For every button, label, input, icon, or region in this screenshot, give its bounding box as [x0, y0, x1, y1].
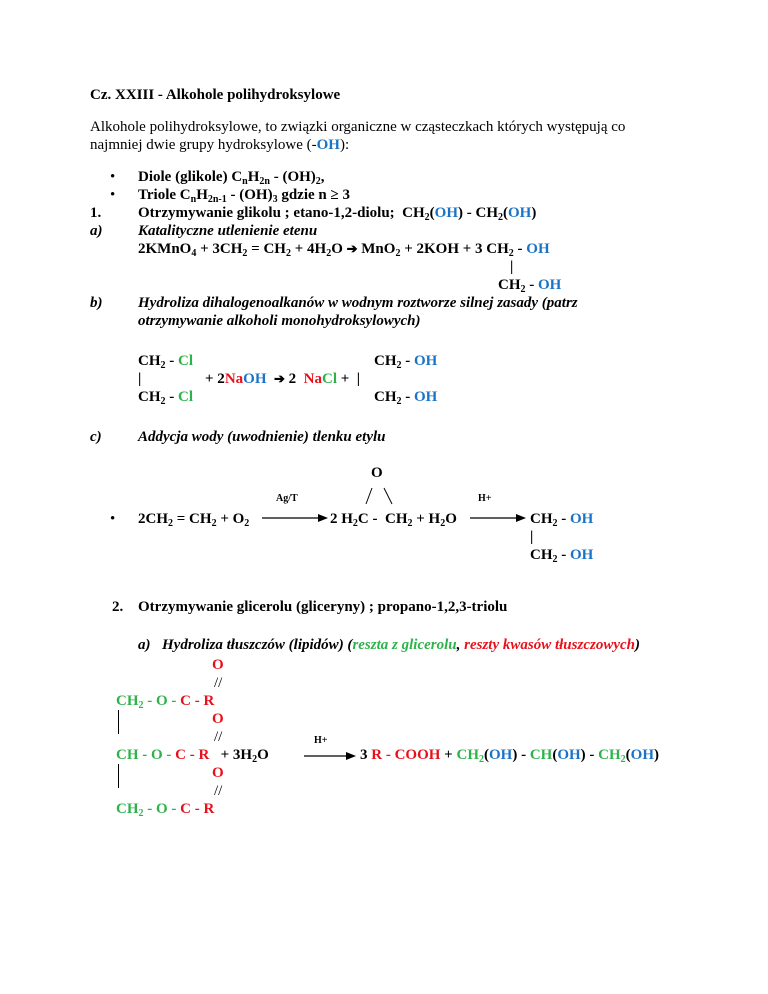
double-bond: // — [214, 783, 223, 799]
section2-heading: Otrzymywanie glicerolu (gliceryny) ; propano-1,2,3-triolu — [138, 599, 508, 615]
triglyceride-bond — [118, 710, 119, 734]
bullet-triole: Triole $C_nH_{2n-1} - (OH)_3$ gdzie n ≥ 3 — [138, 187, 350, 205]
triglyceride-bond — [118, 764, 119, 788]
intro-line-1: Alkohole polihydroksylowe, to związki organiczne w cząsteczkach których występują co — [90, 119, 626, 135]
bullet-dot: • — [110, 187, 116, 203]
equation-ethene-oxidation: $2CH_2 = CH_2 + O_2$ — [138, 511, 250, 529]
arrow-right-icon — [262, 512, 328, 524]
product-ch2oh: $CH_2$ - OH — [530, 511, 594, 529]
bond-line: | — [510, 259, 514, 275]
double-bond: // — [214, 729, 223, 745]
bullet-diole: Diole (glikole) $C_nH_{2n} - (OH)_2$, — [138, 169, 325, 187]
catalyst-h-plus: H+ — [314, 735, 328, 746]
equation-glycerol-products: 3 R - COOH + $CH_2(OH) - CH(OH) - CH_2(OH)$ — [360, 747, 660, 765]
arrow-right-icon — [304, 750, 356, 762]
product-ch2oh: $CH_2$ - OH — [498, 277, 562, 295]
page-title: Cz. XXIII - Alkohole polihydroksylowe — [90, 87, 341, 103]
equation-epoxide: 2 $H_2C - CH_2 + H_2O$ — [330, 511, 457, 529]
triglyceride-row-1: $CH_2$ - O - C - R — [116, 693, 215, 711]
section2-a-label: a) — [138, 637, 151, 653]
epoxide-bonds — [362, 484, 396, 506]
section1-b-text-1: Hydroliza dihalogenoalkanów w wodnym roztworze silnej zasady (patrz — [138, 295, 578, 311]
intro-line-2: najmniej dwie grupy hydroksylowe (-OH): — [90, 137, 350, 153]
section2-a-text: Hydroliza tłuszczów (lipidów) (reszta z glicerolu, reszty kwasów tłuszczowych) — [162, 637, 640, 653]
section1-b-label: b) — [90, 295, 103, 311]
section1-a-text: Katalityczne utlenienie etenu — [138, 223, 318, 239]
carbonyl-oxygen: O — [212, 657, 224, 673]
epoxide-oxygen: O — [371, 465, 383, 481]
triglyceride-row-2: CH - $O - C - R + 3H_2O$ — [116, 747, 269, 765]
section1-c-text: Addycja wody (uwodnienie) tlenku etylu — [138, 429, 386, 445]
section1-num: 1. — [90, 205, 102, 221]
section2-num: 2. — [112, 599, 124, 615]
reactant-ch2cl: $CH_2$ - Cl — [138, 353, 193, 371]
triglyceride-row-3: $CH_2$ - O - C - R — [116, 801, 215, 819]
equation-kmno4: 2KMnO$_4$ + $3CH_2 = CH_2 + 4H_2O$ ➔ MnO$_2$ + 2KOH + 3 $CH_2$ - OH — [138, 241, 550, 259]
product-ch2oh: $CH_2$ - OH — [530, 547, 594, 565]
product-ch2oh: $CH_2$ - OH — [374, 389, 438, 407]
bond-line: | — [138, 371, 142, 387]
catalyst-h-plus: H+ — [478, 493, 492, 504]
carbonyl-oxygen: O — [212, 711, 224, 727]
reactant-ch2cl: $CH_2$ - Cl — [138, 389, 193, 407]
bond-line: | — [530, 529, 534, 545]
section1-heading: Otrzymywanie glikolu ; etano-1,2-diolu; $CH_2(OH) - CH_2(OH)$ — [138, 205, 537, 223]
bullet-dot: • — [110, 511, 116, 527]
arrow-right-icon — [470, 512, 526, 524]
section1-b-text-2: otrzymywanie alkoholi monohydroksylowych) — [138, 313, 421, 329]
double-bond: // — [214, 675, 223, 691]
product-ch2oh: $CH_2$ - OH — [374, 353, 438, 371]
carbonyl-oxygen: O — [212, 765, 224, 781]
bullet-dot: • — [110, 169, 116, 185]
section1-c-label: c) — [90, 429, 102, 445]
section1-a-label: a) — [90, 223, 103, 239]
equation-naoh: + 2NaOH ➔ 2 NaCl + | — [205, 371, 361, 387]
catalyst-ag-t: Ag/T — [276, 493, 298, 504]
